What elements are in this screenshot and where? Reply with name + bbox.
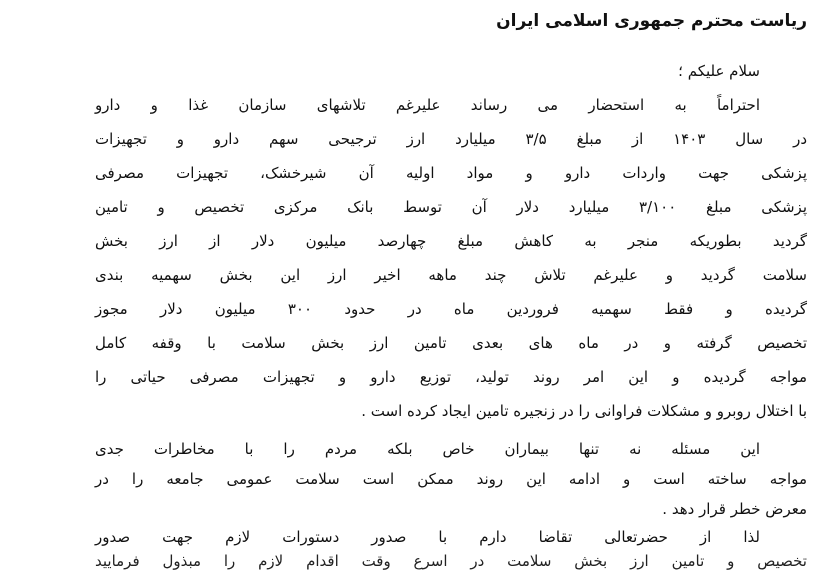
paragraph-1-line: گردید بطوریکه منجر به کاهش مبلغ چهارصد میلیون دلار از ارز بخش [95,232,807,250]
paragraph-1-line: سلامت گردید و علیرغم تلاش چند ماهه اخیر ارز این بخش سهمیه بندی [95,266,807,284]
paragraph-3-line: تخصیص و تامین ارز بخش سلامت در اسرع وقت اقدام لازم را مبذول فرمایید [95,552,807,570]
letter-greeting: سلام علیکم ؛ [678,62,760,80]
paragraph-1-line: احتراماً به استحضار می رساند علیرغم تلاشهای سازمان غذا و دارو [95,96,760,114]
paragraph-1-line: تخصیص گرفته و در ماه های بعدی تامین ارز بخش سلامت با وقفه کامل [95,334,807,352]
paragraph-2-line: مواجه ساخته است و ادامه این روند ممکن است سلامت عمومی جامعه را در [95,470,807,488]
paragraph-2-line: معرض خطر قرار دهد . [662,500,807,518]
letter-title: ریاست محترم جمهوری اسلامی ایران [496,11,807,31]
paragraph-1-line: پزشکی مبلغ ۳/۱۰۰ میلیارد دلار آن توسط بانک مرکزی تخصیص و تامین [95,198,808,216]
paragraph-2-line: این مسئله نه تنها بیماران خاص بلکه مردم را با مخاطرات جدی [95,440,760,458]
paragraph-1-line: پزشکی جهت واردات دارو و مواد اولیه آن شیرخشک، تجهیزات مصرفی [95,164,807,182]
paragraph-3-line: لذا از حضرتعالی تقاضا دارم با صدور دستورات لازم جهت صدور [95,528,760,546]
paragraph-1-line: با اختلال روبرو و مشکلات فراوانی را در زنجیره تامین ایجاد کرده است . [361,402,807,420]
paragraph-1-line: مواجه گردیده و این امر روند تولید، توزیع دارو و تجهیزات مصرفی حیاتی را [95,368,807,386]
paragraph-1-line: گردیده و فقط سهمیه فروردین ماه در حدود ۳۰۰ میلیون دلار مجوز [95,300,807,318]
paragraph-1-line: در سال ۱۴۰۳ از مبلغ ۳/۵ میلیارد ارز ترجیحی سهم دارو و تجهیزات [95,130,807,148]
